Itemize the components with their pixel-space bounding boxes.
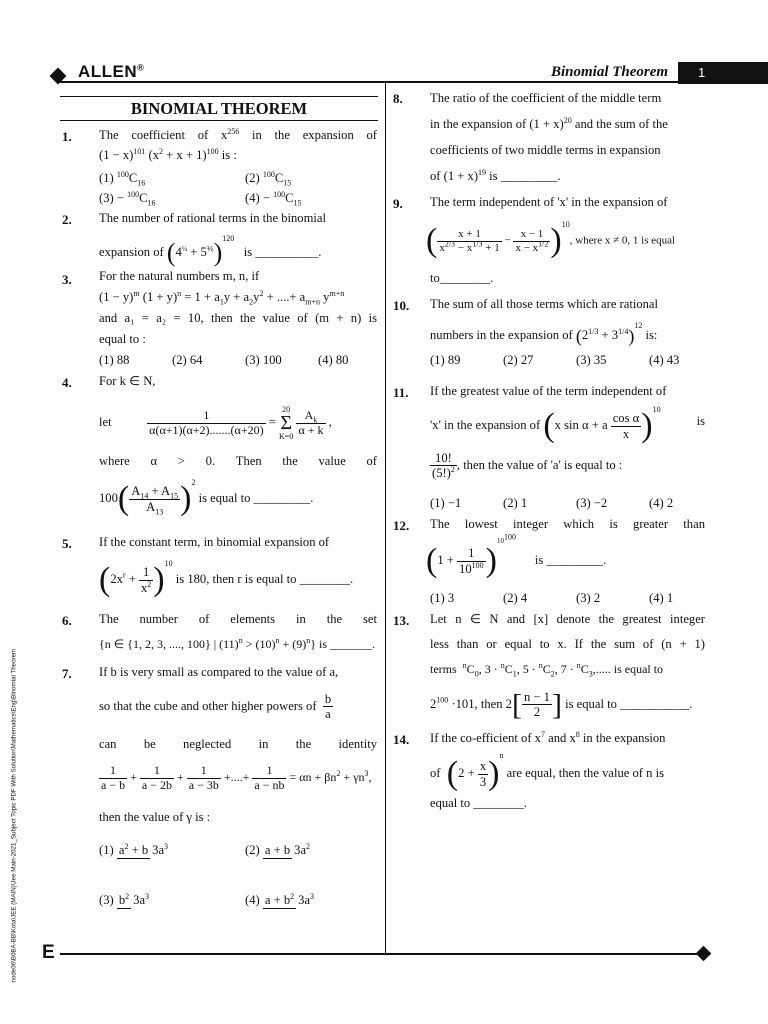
formula: {n ∈ {1, 2, 3, ...., 100} | $(11)^n > (10)^n + (9)^n$} is _______.: [99, 636, 375, 651]
formula: $\frac{10!}{(5!)^2}$ , then the value of 'a' is equal to :: [432, 451, 623, 481]
question-text: For the natural numbers m, n, if: [99, 269, 260, 283]
options: (1) 88 (2) 64 (3) 100 (4) 80: [99, 353, 349, 367]
formula: (1 + $\frac{1}{10^{100}}$ )$^{10^{100}}$ is _________.: [426, 532, 607, 579]
formula: 'x' in the expansion of (x sin α + a $\frac{\text{cos α}}{x}$ )$^{10}$ is: [430, 404, 705, 444]
question-number: 1.: [62, 129, 72, 144]
formula: of (2 + $\frac{x}{3}$ )$^n$ are equal, then the value of n is: [430, 750, 664, 792]
brand-mark: ®: [137, 62, 145, 73]
formula: ($2x^r$ + $\frac{1}{x^2}$ )$^{10}$ is 180, then r is equal to ________.: [99, 558, 354, 598]
formula: terms $^nC_0$, $3 \cdot ^nC_1$, $5 \cdot ^nC_2$, $7 \cdot ^nC_3$,..... is equal to: [430, 661, 664, 679]
question-1: [99, 123, 377, 208]
options: (1) −1 (2) 1 (3) −2 (4) 2: [430, 496, 674, 510]
question-number: 11.: [393, 385, 409, 400]
question-number: 14.: [393, 732, 410, 747]
question-9: The term independent of 'x' in the expansion of ( $\frac{x + 1}{x^{2/3} - x^{1/3} + 1}$ − $\frac{x - 1}{x - x^{1/2}}$ )$^{10}$, where x ≠ 0, 1 is equal to________.: [426, 195, 676, 285]
question-number: 7.: [62, 666, 72, 681]
formula: 100( $\frac{A_{14} + A_{15}}{A_{13}}$ )$^2$ is equal to _________.: [99, 477, 314, 517]
question-number: 13.: [393, 613, 410, 628]
question-4: For k ∈ N, let $\frac{1}{\alpha(\alpha+1)(\alpha+2).......(\alpha+20)}$ = 20 Σ K=0 $\frac{A_k}{\alpha + k}$ , where α > 0. Then the value of 100( $\frac{A_{14} + A_{15}}{A_{13}}$ )$^2$ is equal to _________.: [99, 374, 377, 517]
formula: ( $\frac{x + 1}{x^{2/3} - x^{1/3} + 1}$ − $\frac{x - 1}{x - x^{1/2}}$ )$^{10}$, where x ≠ 0, 1 is equal: [426, 219, 676, 259]
formula: $(1 - x)^{101}$ $(x^2 + x + 1)^{100}$ is :: [99, 146, 237, 162]
options: (3) $b^2$ $3a^3$ (4) $a + b^2$ $3a^3$: [99, 892, 315, 908]
question-text: The coefficient of $x^{256}$ in the expansion of: [99, 126, 377, 142]
formula: let $\frac{1}{\alpha(\alpha+1)(\alpha+2).......(\alpha+20)}$ = 20 Σ K=0 $\frac{A_k}{\alpha + k}$ ,: [99, 405, 332, 441]
formula: $\frac{1}{a - b}$ + $\frac{1}{a - 2b}$ + $\frac{1}{a - 3b}$ +....+ $\frac{1}{a - nb}$ = $\alpha n + \beta n^2 + \gamma n^3$,: [101, 763, 372, 792]
question-number: 6.: [62, 613, 72, 628]
question-number: 9.: [393, 196, 403, 211]
formula: in the expansion of $(1 + x)^{20}$ and the sum of the: [430, 115, 668, 131]
options: (1) 3 (2) 4 (3) 2 (4) 1: [430, 591, 674, 605]
question-12: The lowest integer which is greater than (1 + $\frac{1}{10^{100}}$ )$^{10^{100}}$ is _________. (1) 3 (2) 4 (3) 2 (4) 1: [430, 512, 705, 537]
question-number: 3.: [62, 272, 72, 287]
question-10: The sum of all those terms which are rational numbers in the expansion of $(2^{1/3} + 3^{1/4})^{12}$ is: (1) 89 (2) 27 (3) 35 (4) 43: [430, 292, 705, 373]
options: $(3) - ^{100}C_{16}$ $(4) - ^{100}C_{15}$: [99, 189, 302, 208]
question-number: 2.: [62, 212, 72, 227]
question-14: If the co-efficient of $x^7$ and $x^8$ in the expansion of (2 + $\frac{x}{3}$ )$^n$ are equal, then the value of n is equal to ________.: [430, 726, 705, 816]
options: (1) 89 (2) 27 (3) 35 (4) 43: [430, 353, 680, 367]
header-rule: [60, 81, 678, 83]
formula: of $(1 + x)^{19}$ is _________.: [430, 167, 561, 183]
footer-letter: E: [42, 942, 55, 963]
column-divider: [385, 83, 386, 953]
side-path-text: node06\B0BA-BB\Kota\JEE (MAIN)\Jee Main-2021_Subject Topic PDF With Solution\Mathematics\Eng\Binomial Theorem: [10, 648, 18, 983]
question-13: Let n ∈ N and [x] denote the greatest integer less than or equal to x. If the sum of (n + 1) terms $^nC_0$, $3 \cdot ^nC_1$, $5 \cdot ^nC_2$, $7 \cdot ^nC_3$,..... is equal to $2^{100} \cdot 101$, then 2[ $\frac{n - 1}{2}$ ] is equal to ___________.: [430, 612, 705, 722]
options: (1) $^{100}C_{16}$ (2) $^{100}C_{15}$: [99, 169, 292, 188]
question-11: If the greatest value of the term independent of 'x' in the expansion of (x sin α + a $\frac{\text{cos α}}{x}$ )$^{10}$ is $\frac{10!}{(5!)^2}$ , then the value of 'a' is equal to : (1) −1 (2) 1 (3) −2 (4) 2: [430, 379, 705, 404]
section-title: BINOMIAL THEOREM: [130, 99, 308, 118]
formula: $2^{100} \cdot 101$, then 2[ $\frac{n - 1}{2}$ ] is equal to ___________.: [430, 688, 693, 722]
question-number: 8.: [393, 91, 403, 106]
formula: expansion of $(4^{\frac{1}{4}} + 5^{\frac{1}{6}})^{120}$ is __________.: [99, 233, 322, 268]
question-number: 12.: [393, 518, 410, 533]
footer-rule: [60, 953, 703, 955]
page-number-box: [678, 62, 768, 84]
footer-diamond-right: [696, 946, 712, 962]
question-2: [99, 206, 377, 267]
question-number: 4.: [62, 375, 72, 390]
title-rule-bottom: [60, 120, 378, 121]
question-number: 5.: [62, 536, 72, 551]
formula: so that the cube and other higher powers of $\frac{b}{a}$: [99, 692, 332, 722]
question-text: The number of rational terms in the binomial: [99, 211, 326, 225]
question-number: 10.: [393, 298, 410, 313]
question-6: The number of elements in the set {n ∈ {1, 2, 3, ...., 100} | $(11)^n > (10)^n + (9)^n$} is _______.: [99, 607, 377, 657]
brand-name: ALLEN: [78, 62, 138, 81]
formula: $(1 - y)^m$ $(1 + y)^n = 1 + a_1y + a_2y^2$ + ....+ $a_{m+n}$ $y^{m+n}$: [99, 288, 345, 307]
title-rule-top: [60, 96, 378, 97]
question-7: If b is very small as compared to the value of a, so that the cube and other higher powers of $\frac{b}{a}$ can be neglected in the identity $\frac{1}{a - b}$ + $\frac{1}{a - 2b}$ + $\frac{1}{a - 3b}$ +....+ $\frac{1}{a - nb}$ = $\alpha n + \beta n^2 + \gamma n^3$, then the value of γ is : (1) $a^2 + b$ $3a^3$ (2) a + b $3a^2$ (3) $b^2$ $3a^3$ (4) $a + b^2$ $3a^3$: [99, 660, 377, 685]
formula: If the co-efficient of $x^7$ and $x^8$ in the expansion: [430, 729, 666, 745]
question-3: For the natural numbers m, n, if $(1 - y)^m$ $(1 + y)^n = 1 + a_1y + a_2y^2$ + ....+ $a_{m+n}$ $y^{m+n}$ and a₁ = a₂ = 10, then the value of (m + n) is equal to : (1) 88 (2) 64 (3) 100 (4) 80: [99, 266, 377, 371]
options: (1) $a^2 + b$ $3a^3$ (2) a + b $3a^2$: [99, 842, 311, 858]
formula: numbers in the expansion of $(2^{1/3} + 3^{1/4})^{12}$ is:: [430, 320, 658, 347]
question-5: If the constant term, in binomial expansion of ($2x^r$ + $\frac{1}{x^2}$ )$^{10}$ is 180, then r is equal to ________.: [99, 530, 377, 597]
brand-logo: [78, 62, 144, 82]
header-subject: Binomial Theorem: [551, 64, 669, 80]
question-8: The ratio of the coefficient of the middle term in the expansion of $(1 + x)^{20}$ and the sum of the coefficients of two middle terms in expansion of $(1 + x)^{19}$ is _________.: [430, 85, 705, 189]
page-number: 1: [698, 65, 706, 80]
